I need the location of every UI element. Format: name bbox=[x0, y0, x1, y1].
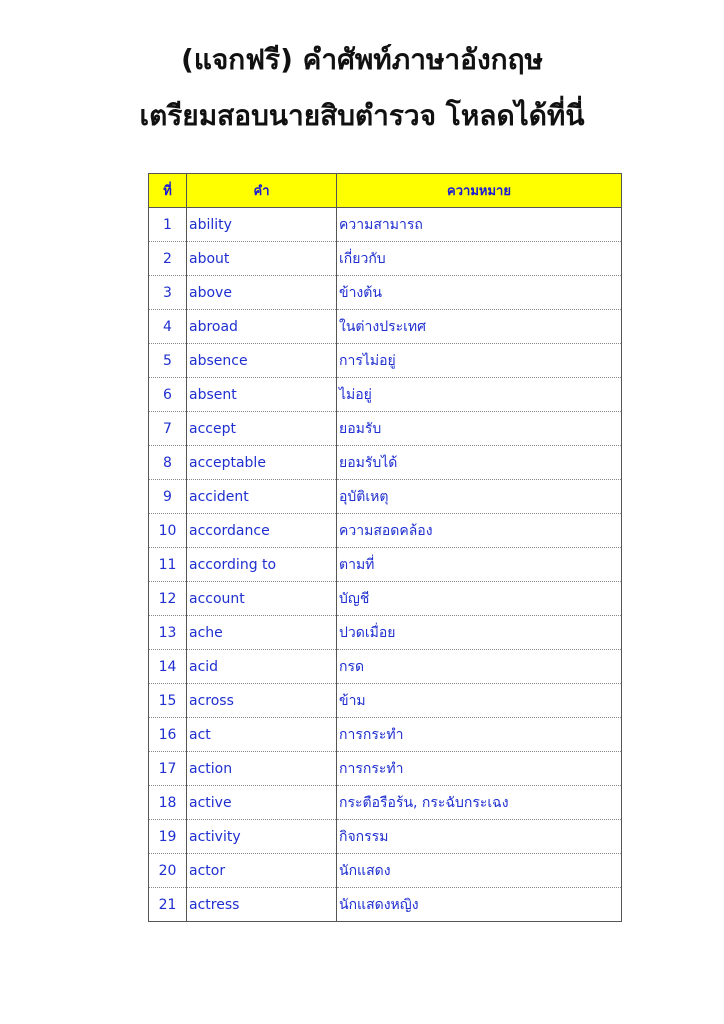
row-word: act bbox=[187, 718, 337, 752]
row-meaning: ข้าม bbox=[337, 684, 622, 718]
table-row bbox=[149, 480, 622, 514]
row-meaning: กระตือรือร้น, กระฉับกระเฉง bbox=[337, 786, 622, 820]
row-number: 4 bbox=[149, 310, 187, 344]
table-row bbox=[149, 446, 622, 480]
row-number: 18 bbox=[149, 786, 187, 820]
row-meaning: ไม่อยู่ bbox=[337, 378, 622, 412]
header-number: ที่ bbox=[149, 174, 187, 208]
row-word: actor bbox=[187, 854, 337, 888]
row-word: accept bbox=[187, 412, 337, 446]
row-word: absent bbox=[187, 378, 337, 412]
row-meaning: ในต่างประเทศ bbox=[337, 310, 622, 344]
table-row bbox=[149, 344, 622, 378]
page-title-line-1: (แจกฟรี) คำศัพท์ภาษาอังกฤษ bbox=[181, 43, 543, 76]
table-row bbox=[149, 378, 622, 412]
table-row bbox=[149, 820, 622, 854]
table-row bbox=[149, 412, 622, 446]
row-word: action bbox=[187, 752, 337, 786]
row-word: activity bbox=[187, 820, 337, 854]
row-meaning: กรด bbox=[337, 650, 622, 684]
row-number: 20 bbox=[149, 854, 187, 888]
row-number: 1 bbox=[149, 208, 187, 242]
row-meaning: ข้างต้น bbox=[337, 276, 622, 310]
table-row bbox=[149, 888, 622, 922]
row-number: 15 bbox=[149, 684, 187, 718]
row-word: acid bbox=[187, 650, 337, 684]
row-number: 19 bbox=[149, 820, 187, 854]
row-number: 9 bbox=[149, 480, 187, 514]
row-word: across bbox=[187, 684, 337, 718]
row-number: 6 bbox=[149, 378, 187, 412]
row-word: ability bbox=[187, 208, 337, 242]
table-row bbox=[149, 684, 622, 718]
row-meaning: การไม่อยู่ bbox=[337, 344, 622, 378]
table-row bbox=[149, 276, 622, 310]
row-number: 3 bbox=[149, 276, 187, 310]
row-word: active bbox=[187, 786, 337, 820]
row-number: 8 bbox=[149, 446, 187, 480]
table-row bbox=[149, 616, 622, 650]
row-meaning: ความสามารถ bbox=[337, 208, 622, 242]
row-word: about bbox=[187, 242, 337, 276]
row-number: 16 bbox=[149, 718, 187, 752]
row-meaning: ตามที่ bbox=[337, 548, 622, 582]
table-row bbox=[149, 582, 622, 616]
header-meaning: ความหมาย bbox=[337, 174, 622, 208]
row-word: abroad bbox=[187, 310, 337, 344]
vocabulary-table bbox=[148, 173, 622, 922]
row-meaning: เกี่ยวกับ bbox=[337, 242, 622, 276]
row-word: above bbox=[187, 276, 337, 310]
row-number: 12 bbox=[149, 582, 187, 616]
table-row bbox=[149, 650, 622, 684]
table-row bbox=[149, 752, 622, 786]
table-row bbox=[149, 854, 622, 888]
row-meaning: นักแสดง bbox=[337, 854, 622, 888]
table-body bbox=[149, 208, 622, 922]
row-number: 7 bbox=[149, 412, 187, 446]
row-number: 21 bbox=[149, 888, 187, 922]
table-row bbox=[149, 242, 622, 276]
row-word: accident bbox=[187, 480, 337, 514]
row-meaning: อุบัติเหตุ bbox=[337, 480, 622, 514]
table-row bbox=[149, 548, 622, 582]
table-header-row bbox=[149, 174, 622, 208]
row-meaning: การกระทำ bbox=[337, 718, 622, 752]
row-meaning: กิจกรรม bbox=[337, 820, 622, 854]
row-number: 5 bbox=[149, 344, 187, 378]
row-word: ache bbox=[187, 616, 337, 650]
table-row bbox=[149, 786, 622, 820]
row-meaning: ความสอดคล้อง bbox=[337, 514, 622, 548]
table-row bbox=[149, 718, 622, 752]
row-word: absence bbox=[187, 344, 337, 378]
page-title-line-2: เตรียมสอบนายสิบตำรวจ โหลดได้ที่นี่ bbox=[139, 99, 585, 132]
row-meaning: ยอมรับ bbox=[337, 412, 622, 446]
row-meaning: การกระทำ bbox=[337, 752, 622, 786]
row-word: acceptable bbox=[187, 446, 337, 480]
row-word: according to bbox=[187, 548, 337, 582]
table-row bbox=[149, 208, 622, 242]
row-number: 10 bbox=[149, 514, 187, 548]
row-number: 13 bbox=[149, 616, 187, 650]
row-number: 2 bbox=[149, 242, 187, 276]
row-word: accordance bbox=[187, 514, 337, 548]
row-word: account bbox=[187, 582, 337, 616]
row-meaning: บัญชี bbox=[337, 582, 622, 616]
row-meaning: ยอมรับได้ bbox=[337, 446, 622, 480]
header-word: คำ bbox=[187, 174, 337, 208]
table-row bbox=[149, 514, 622, 548]
table-row bbox=[149, 310, 622, 344]
row-number: 17 bbox=[149, 752, 187, 786]
row-number: 11 bbox=[149, 548, 187, 582]
row-word: actress bbox=[187, 888, 337, 922]
row-number: 14 bbox=[149, 650, 187, 684]
row-meaning: นักแสดงหญิง bbox=[337, 888, 622, 922]
row-meaning: ปวดเมื่อย bbox=[337, 616, 622, 650]
